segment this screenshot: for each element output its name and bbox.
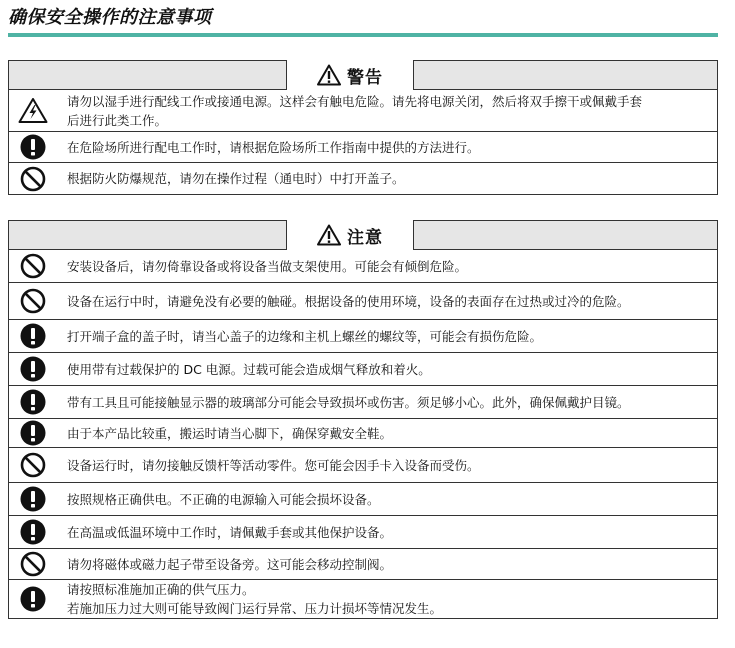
text-line: 若施加压力过大则可能导致阀门运行异常、压力计损坏等情况发生。 — [67, 601, 443, 616]
warning-item-text — [57, 168, 717, 189]
caution-list — [9, 250, 717, 619]
warning-header — [9, 60, 717, 90]
caution-item-text — [57, 455, 717, 476]
prohibition-icon — [9, 288, 57, 314]
text-line: 根据防火防爆规范，请勿在操作过程（通电时）中打开盖子。 — [67, 171, 405, 186]
warning-item — [9, 163, 717, 195]
warning-item — [9, 90, 717, 132]
caution-item — [9, 283, 717, 320]
text-line: 请勿以湿手进行配线工作或接通电源。这样会有触电危险。请先将电源关闭，然后将双手擦干或佩戴手套 — [67, 93, 643, 109]
mandatory-action-icon — [9, 323, 57, 349]
text-line: 请勿将磁体或磁力起子带至设备旁。这可能会移动控制阀。 — [67, 556, 393, 572]
text-line: 由于本产品比较重，搬运时请当心脚下，确保穿戴安全鞋。 — [67, 425, 393, 441]
text-line: 设备运行时，请勿接触反馈杆等活动零件。您可能会因手卡入设备而受伤。 — [67, 457, 480, 473]
prohibition-icon — [9, 166, 57, 192]
page-title: 确保安全操作的注意事项 — [8, 7, 212, 28]
caution-item — [9, 549, 717, 580]
caution-item — [9, 386, 717, 419]
mandatory-action-icon — [9, 519, 57, 545]
caution-item-text — [57, 580, 717, 618]
electric-shock-icon — [9, 97, 57, 124]
warning-heading: 警告 — [347, 67, 383, 88]
prohibition-icon — [9, 452, 57, 478]
mandatory-action-icon — [9, 134, 57, 160]
caution-header — [9, 220, 717, 250]
prohibition-icon — [9, 253, 57, 279]
caution-item — [9, 448, 717, 483]
warning-triangle-icon — [317, 224, 341, 246]
warning-list — [9, 90, 717, 195]
mandatory-action-icon — [9, 389, 57, 415]
text-line: 使用带有过载保护的 DC 电源。过载可能会造成烟气释放和着火。 — [67, 361, 431, 377]
caution-item-text — [57, 326, 717, 347]
mandatory-action-icon — [9, 356, 57, 382]
text-line: 设备在运行中时，请避免没有必要的触碰。根据设备的使用环境，设备的表面存在过热或过冷的危险。 — [67, 293, 630, 309]
text-line: 打开端子盒的盖子时，请当心盖子的边缘和主机上螺丝的螺纹等，可能会有损伤危险。 — [67, 328, 543, 344]
warning-item-text — [57, 137, 717, 158]
mandatory-action-icon — [9, 586, 57, 612]
caution-item-text — [57, 522, 717, 543]
text-line: 后进行此类工作。 — [67, 112, 168, 128]
caution-item — [9, 250, 717, 283]
mandatory-action-icon — [9, 420, 57, 446]
warning-triangle-icon — [317, 64, 341, 86]
caution-item-text — [57, 359, 717, 380]
text-line: 请按照标准施加正确的供气压力。 — [67, 582, 255, 597]
caution-item-text — [57, 291, 717, 312]
text-line: 按照规格正确供电。不正确的电源输入可能会损坏设备。 — [67, 491, 380, 507]
caution-item-text — [57, 256, 717, 277]
text-line: 在高温或低温环境中工作时，请佩戴手套或其他保护设备。 — [67, 524, 393, 540]
caution-item — [9, 320, 717, 353]
caution-item — [9, 483, 717, 516]
title-underline — [8, 33, 718, 37]
caution-heading: 注意 — [347, 227, 383, 248]
caution-item-text — [57, 423, 717, 444]
warning-item-text — [57, 92, 717, 130]
mandatory-action-icon — [9, 486, 57, 512]
caution-item — [9, 516, 717, 549]
warning-item — [9, 132, 717, 163]
text-line: 带有工具且可能接触显示器的玻璃部分可能会导致损坏或伤害。须足够小心。此外，确保佩戴护目镜。 — [67, 394, 630, 410]
caution-item-text — [57, 392, 717, 413]
caution-item-text — [57, 489, 717, 510]
caution-item — [9, 353, 717, 386]
caution-heading-box — [286, 220, 414, 250]
text-line: 安装设备后，请勿倚靠设备或将设备当做支架使用。可能会有倾倒危险。 — [67, 258, 468, 274]
caution-section — [8, 220, 718, 619]
text-line: 在危险场所进行配电工作时，请根据危险场所工作指南中提供的方法进行。 — [67, 139, 480, 155]
caution-item — [9, 580, 717, 619]
caution-item-text — [57, 554, 717, 575]
warning-section — [8, 60, 718, 195]
warning-heading-box — [286, 60, 414, 90]
caution-item — [9, 419, 717, 448]
prohibition-icon — [9, 551, 57, 577]
